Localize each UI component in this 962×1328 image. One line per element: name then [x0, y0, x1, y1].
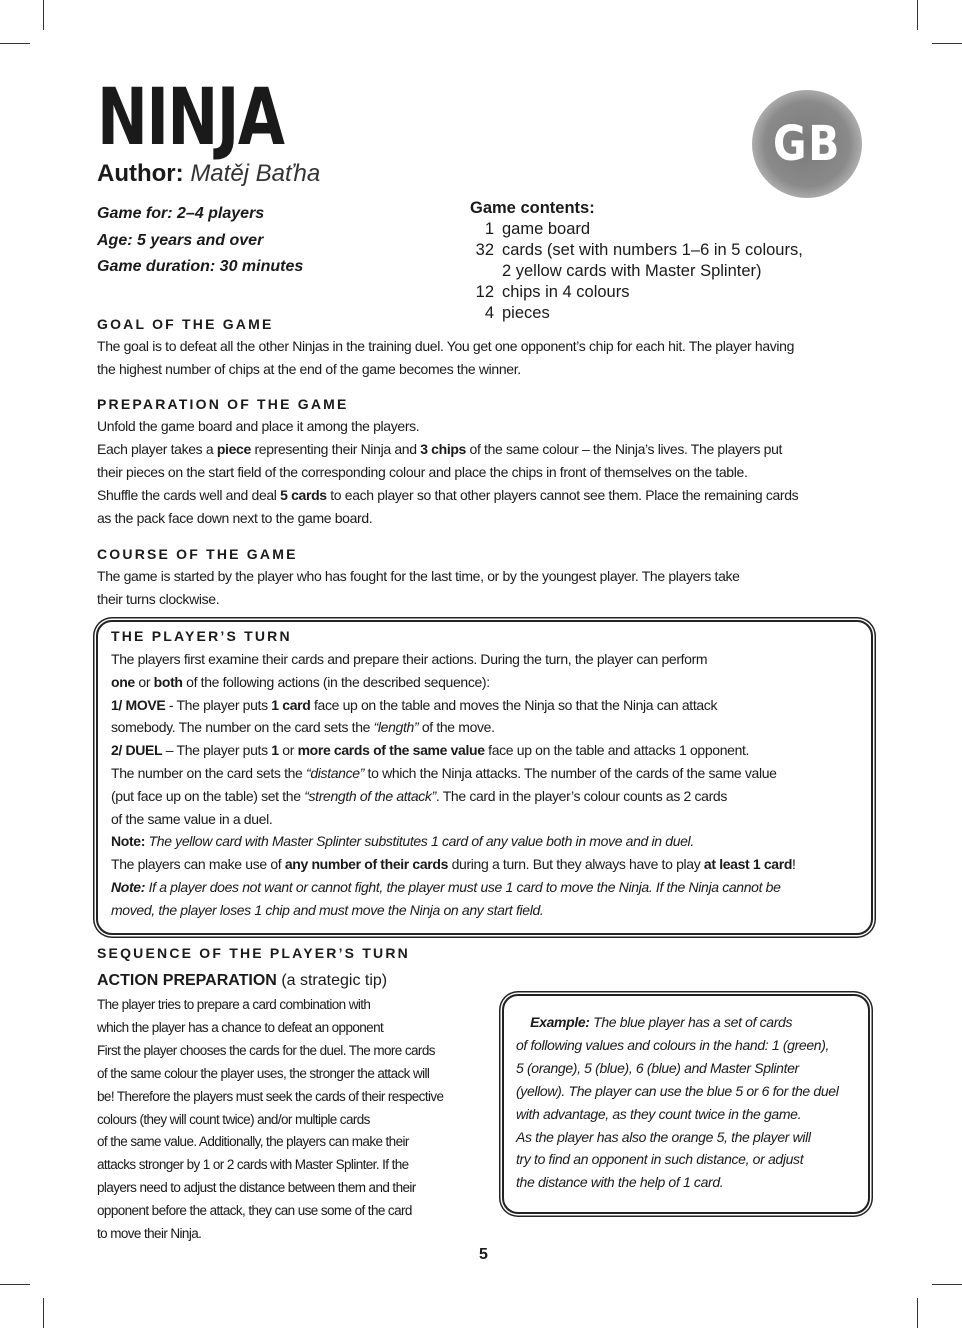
text-segment: with advantage, as they count twice in the game. — [516, 1105, 802, 1122]
text-line — [516, 1034, 838, 1057]
subheading-note: (a strategic tip) — [281, 972, 388, 989]
example-text — [516, 1011, 838, 1194]
text-segment: both — [153, 673, 183, 690]
crop-mark — [932, 43, 962, 44]
text-segment: 2/ DUEL — [111, 742, 163, 759]
text-segment: “distance” — [306, 764, 365, 781]
crop-mark — [0, 43, 30, 44]
text-line — [516, 1171, 838, 1194]
text-segment: Shuffle the cards well and deal — [97, 487, 281, 503]
text-line — [97, 358, 794, 381]
goal-text — [97, 335, 794, 381]
text-segment: colours (they will count twice) and/or multiple cards — [97, 1111, 370, 1127]
text-segment: Note: — [111, 878, 146, 895]
text-segment: of the same colour the player uses, the stronger the attack will — [97, 1065, 430, 1081]
item-text: game board — [502, 220, 591, 238]
text-segment: of the following actions (in the described sequence): — [182, 673, 490, 690]
item-text: pieces — [502, 304, 550, 322]
author-line — [97, 160, 320, 188]
item-count: 12 — [475, 283, 494, 301]
text-segment: to which the Ninja attacks. The number of the cards of the same value — [364, 764, 777, 781]
text-line — [97, 415, 798, 438]
text-segment: their turns clockwise. — [97, 591, 220, 607]
text-segment: 1 — [271, 742, 279, 759]
players-info: Game for: 2–4 players — [97, 205, 265, 222]
text-segment: 5 (orange), 5 (blue), 6 (blue) and Master Splinter — [516, 1059, 799, 1076]
text-segment: the distance with the help of 1 card. — [516, 1174, 724, 1191]
game-meta — [97, 201, 303, 281]
text-segment: to each player so that other players cannot see them. Place the remaining cards — [326, 487, 799, 503]
text-segment: - The player puts — [165, 696, 272, 713]
text-segment: attacks stronger by 1 or 2 cards with Master Splinter. If the — [97, 1157, 409, 1173]
turn-text — [111, 648, 796, 922]
text-segment: The players can make use of — [111, 856, 285, 873]
text-segment: somebody. The number on the card sets the — [111, 719, 374, 736]
text-segment: The goal is to defeat all the other Ninjas in the training duel. You get one opponent’s chip for each hit. The player having — [97, 338, 795, 354]
crop-mark — [43, 1298, 44, 1328]
contents-item — [470, 219, 803, 240]
text-segment: of following values and colours in the hand: 1 (green), — [516, 1036, 830, 1053]
text-line — [97, 1086, 443, 1109]
text-segment: – The player puts — [162, 742, 272, 759]
text-segment: as the pack face down next to the game board. — [97, 510, 373, 526]
item-text: 2 yellow cards with Master Splinter) — [502, 262, 762, 280]
author-label: Author: — [97, 160, 184, 187]
item-count: 1 — [484, 220, 494, 238]
text-line — [97, 438, 798, 461]
text-line — [111, 876, 796, 899]
text-line — [111, 808, 796, 831]
game-title: NINJA — [97, 73, 284, 163]
turn-heading: THE PLAYER’S TURN — [111, 628, 292, 644]
crop-mark — [917, 0, 918, 30]
text-line — [97, 461, 798, 484]
preparation-text — [97, 415, 798, 530]
text-segment: to move their Ninja. — [97, 1226, 202, 1242]
text-segment: of the same value in a duel. — [111, 810, 273, 827]
text-segment: try to find an opponent in such distance, or adjust — [516, 1151, 804, 1168]
text-segment: . The card in the player’s colour counts as 2 cards — [435, 787, 727, 804]
text-segment: (put face up on the table) set the — [111, 787, 305, 804]
text-line — [111, 648, 796, 671]
text-line — [111, 899, 796, 922]
text-line — [97, 1040, 443, 1063]
text-line — [516, 1011, 838, 1034]
course-heading: COURSE OF THE GAME — [97, 546, 298, 562]
text-line — [97, 1131, 443, 1154]
subheading: ACTION PREPARATION — [97, 972, 277, 989]
text-segment: more cards of the same value — [297, 742, 485, 759]
text-line — [97, 994, 443, 1017]
text-segment: 1 card — [271, 696, 311, 713]
text-segment: or — [278, 742, 298, 759]
text-segment: their pieces on the start field of the corresponding colour and place the chips in front of themselves on the table. — [97, 464, 748, 480]
text-segment: The number on the card sets the — [111, 764, 307, 781]
item-count: 32 — [475, 241, 494, 259]
contents-item — [470, 240, 803, 261]
text-segment: Each player takes a — [97, 441, 217, 457]
sequence-text — [97, 994, 443, 1246]
logo-text: GB — [773, 116, 841, 172]
text-segment: or — [134, 673, 154, 690]
crop-mark — [0, 1284, 30, 1285]
text-segment: 1/ MOVE — [111, 696, 166, 713]
text-line — [516, 1057, 838, 1080]
text-line — [111, 830, 796, 853]
text-segment: at least 1 card — [703, 856, 793, 873]
text-segment: The game is started by the player who has fought for the last time, or by the youngest player. The players take — [97, 568, 740, 584]
contents-item — [470, 261, 803, 282]
text-segment: which the player has a chance to defeat an opponent — [97, 1019, 384, 1035]
contents-item — [470, 282, 803, 303]
author-name: Matěj Baťha — [190, 160, 321, 187]
action-preparation-heading — [97, 972, 387, 990]
text-segment: of the same value. Additionally, the players can make their — [97, 1134, 409, 1150]
text-line — [97, 588, 740, 611]
text-line — [97, 1200, 443, 1223]
crop-mark — [932, 1284, 962, 1285]
text-line — [97, 507, 798, 530]
contents-heading: Game contents: — [470, 199, 595, 217]
text-line — [516, 1103, 838, 1126]
text-segment: opponent before the attack, they can use some of the card — [97, 1203, 412, 1219]
game-contents — [470, 198, 803, 324]
text-segment: Note: — [111, 833, 146, 850]
text-line — [97, 565, 740, 588]
text-line — [97, 1177, 443, 1200]
age-info: Age: 5 years and over — [97, 231, 264, 249]
text-segment: Unfold the game board and place it among the players. — [97, 418, 420, 434]
page-number: 5 — [479, 1246, 488, 1263]
text-segment: face up on the table and moves the Ninja so that the Ninja can attack — [310, 696, 718, 713]
text-line — [111, 739, 796, 762]
text-segment: The players first examine their cards and prepare their actions. During the turn, the player can perform — [111, 651, 708, 667]
text-segment: The player tries to prepare a card combination with — [97, 997, 371, 1012]
text-line — [97, 484, 798, 507]
crop-mark — [43, 0, 44, 30]
text-segment: The blue player has a set of cards — [589, 1014, 793, 1030]
text-line — [111, 694, 796, 717]
text-line — [97, 335, 794, 358]
text-segment: Example: — [516, 1014, 590, 1030]
text-line — [516, 1080, 838, 1103]
text-line — [111, 785, 796, 808]
text-segment: 3 chips — [420, 441, 466, 457]
text-line — [516, 1148, 838, 1171]
contents-item — [470, 303, 803, 324]
text-segment: If a player does not want or cannot fight, the player must use 1 card to move the Ninja. If the Ninja cannot be — [145, 878, 781, 895]
text-segment: ! — [792, 856, 796, 873]
text-line — [111, 853, 796, 876]
text-segment: First the player chooses the cards for the duel. The more cards — [97, 1042, 435, 1058]
item-text: cards (set with numbers 1–6 in 5 colours, — [502, 241, 803, 259]
preparation-heading: PREPARATION OF THE GAME — [97, 396, 349, 412]
text-line — [111, 716, 796, 739]
text-segment: any number of their cards — [284, 856, 449, 873]
text-segment: of the move. — [418, 719, 495, 736]
text-segment: 5 cards — [280, 487, 327, 503]
text-segment: The yellow card with Master Splinter substitutes 1 card of any value both in move and in duel. — [145, 833, 694, 850]
text-segment: one — [111, 673, 135, 690]
text-segment: (yellow). The player can use the blue 5 or 6 for the duel — [516, 1082, 839, 1099]
text-line — [97, 1063, 443, 1086]
text-segment: As the player has also the orange 5, the player will — [516, 1128, 811, 1145]
item-count: 4 — [484, 304, 494, 322]
item-text: chips in 4 colours — [502, 283, 630, 301]
text-segment: “strength of the attack” — [304, 787, 436, 804]
goal-heading: GOAL OF THE GAME — [97, 316, 274, 332]
text-segment: moved, the player loses 1 chip and must move the Ninja on any start field. — [111, 901, 544, 918]
text-line — [111, 671, 796, 694]
crop-mark — [917, 1298, 918, 1328]
text-segment: players need to adjust the distance between them and their — [97, 1180, 416, 1196]
text-segment: the highest number of chips at the end of the game becomes the winner. — [97, 361, 521, 377]
text-segment: representing their Ninja and — [250, 441, 421, 457]
text-segment: of the same colour – the Ninja’s lives. The players put — [466, 441, 783, 457]
text-line — [516, 1126, 838, 1149]
text-line — [97, 1109, 443, 1132]
text-segment: during a turn. But they always have to play — [448, 856, 704, 873]
sequence-heading: SEQUENCE OF THE PLAYER’S TURN — [97, 945, 410, 961]
text-segment: piece — [216, 441, 251, 457]
publisher-logo — [752, 90, 862, 198]
text-segment: “length” — [373, 719, 419, 736]
text-line — [97, 1154, 443, 1177]
text-segment: face up on the table and attacks 1 opponent. — [484, 742, 750, 759]
text-line — [111, 762, 796, 785]
course-text — [97, 565, 740, 611]
item-count — [470, 261, 494, 282]
text-line — [97, 1017, 443, 1040]
text-line — [97, 1223, 443, 1246]
text-segment: be! Therefore the players must seek the cards of their respective — [97, 1088, 444, 1104]
duration-info: Game duration: 30 minutes — [97, 258, 304, 275]
